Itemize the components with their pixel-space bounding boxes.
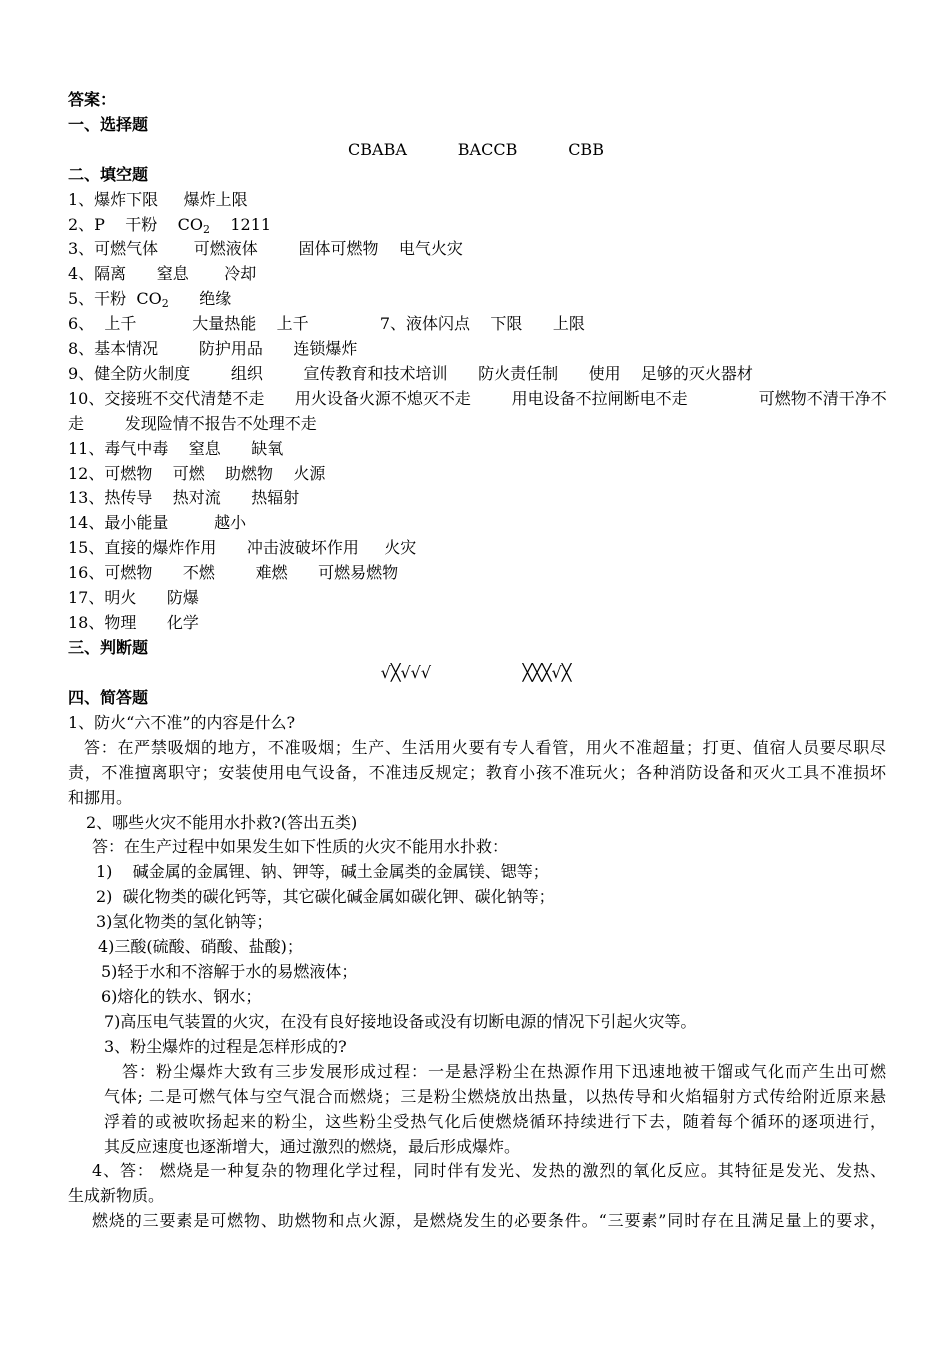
section-judge-heading: 三、判断题: [68, 638, 149, 657]
fill-item-13: 13、热传导 热对流 热辐射: [68, 488, 300, 507]
answer-2-item-7: 7)高压电气装置的火灾，在没有良好接地设备或没有切断电源的情况下引起火灾等。: [104, 1012, 697, 1031]
section-fill-heading: 二、填空题: [68, 165, 149, 184]
fill-item-5: 5、干粉 $CO_2$ 绝缘: [68, 289, 232, 310]
answer-3-line-1: 答：粉尘爆炸大致有三步发展形成过程：一是悬浮粉尘在热源作用下迅速地被干馏或气化而产生出可燃: [122, 1062, 886, 1081]
subscript-2: 2: [203, 223, 210, 236]
subscript-2: 2: [161, 297, 169, 310]
answer-4-line-1: 4、答： 燃烧是一种复杂的物理化学过程，同时伴有发光、发热的激烈的氧化反应。其特征是发光、发热、: [92, 1161, 886, 1180]
fill-item-17: 17、明火 防爆: [68, 588, 199, 607]
section-short-heading: 四、简答题: [68, 688, 149, 707]
fill-item-11: 11、毒气中毒 窒息 缺氧: [68, 439, 284, 458]
answer-2-item-4: 4)三酸(硫酸、硝酸、盐酸)；: [98, 937, 303, 956]
choice-answers: CBABA BACCB CBB: [348, 140, 604, 159]
fill-item-2: 2、P 干粉 $CO_2$ 1211: [68, 215, 272, 236]
fill-item-4: 4、隔离 窒息 冷却: [68, 264, 257, 283]
answer-3-line-2: 气体; 二是可燃气体与空气混合而燃烧；三是粉尘燃烧放出热量，以热传导和火焰辐射方式传给附近原来悬: [104, 1087, 886, 1106]
fill-item-6-7: 6、 上千 大量热能 上千 7、液体闪点 下限 上限: [68, 314, 585, 333]
section-choice-heading: 一、选择题: [68, 115, 149, 134]
fill-item-9: 9、健全防火制度 组织 宣传教育和技术培训 防火责任制 使用 足够的灭火器材: [68, 364, 753, 383]
fill-item-12: 12、可燃物 可燃 助燃物 火源: [68, 464, 326, 483]
fill-item-10: 10、交接班不交代清楚不走 用火设备火源不熄灭不走 用电设备不拉闸断电不走 可燃物不清干净不: [68, 389, 887, 408]
answer-2-intro: 答：在生产过程中如果发生如下性质的火灾不能用水扑救：: [92, 837, 509, 856]
fill-item-1: 1、爆炸下限 爆炸上限: [68, 190, 248, 209]
answer-1-line-3: 和挪用。: [68, 788, 133, 807]
answer-2-item-3: 3)氢化物类的氢化钠等；: [96, 912, 273, 931]
answers-title: 答案：: [68, 90, 117, 109]
answer-3-line-4: 其反应速度也逐渐增大，通过激烈的燃烧，最后形成爆炸。: [104, 1137, 521, 1156]
fill-item-16: 16、可燃物 不燃 难燃 可燃易燃物: [68, 563, 399, 582]
fill-item-8: 8、基本情况 防护用品 连锁爆炸: [68, 339, 358, 358]
answer-2-item-5: 5)轻于水和不溶解于水的易燃液体；: [101, 962, 358, 981]
question-1: 1、防火“六不准”的内容是什么?: [68, 713, 296, 732]
fill-item-15: 15、直接的爆炸作用 冲击波破坏作用 火灾: [68, 538, 417, 557]
answer-1-line-2: 责，不准擅离职守；安装使用电气设备，不准违反规定；教育小孩不准玩火；各种消防设备和灭火工具不准损坏: [68, 763, 886, 782]
answer-1-line-1: 答：在严禁吸烟的地方，不准吸烟；生产、生活用火要有专人看管，用火不准超量；打更、值宿人员要尽职尽: [84, 738, 886, 757]
answer-4-line-2: 生成新物质。: [68, 1186, 165, 1205]
question-2: 2、哪些火灾不能用水扑救?(答出五类): [86, 813, 358, 832]
fill-item-18: 18、物理 化学: [68, 613, 199, 632]
answer-2-item-1: 1) 碱金属的金属锂、钠、钾等，碱土金属类的金属镁、锶等；: [96, 862, 549, 881]
question-3: 3、粉尘爆炸的过程是怎样形成的?: [104, 1037, 347, 1056]
fill-item-3: 3、可燃气体 可燃液体 固体可燃物 电气火灾: [68, 239, 463, 258]
answer-3-line-3: 浮着的或被吹扬起来的粉尘，这些粉尘受热气化后使燃烧循环持续进行下去，随着每个循环的逐项进行，: [104, 1112, 886, 1131]
answer-2-item-6: 6)熔化的铁水、钢水；: [101, 987, 262, 1006]
answer-4-line-3: 燃烧的三要素是可燃物、助燃物和点火源，是燃烧发生的必要条件。“三要素”同时存在且满足量上的要求，: [92, 1211, 886, 1230]
judge-answers: √╳√√√ ╳╳╳√╳: [380, 663, 572, 682]
fill-item-14: 14、最小能量 越小: [68, 513, 247, 532]
answer-2-item-2: 2) 碳化物类的碳化钙等，其它碳化碱金属如碳化钾、碳化钠等；: [96, 887, 555, 906]
fill-item-10-cont: 走 发现险情不报告不处理不走: [68, 414, 317, 433]
